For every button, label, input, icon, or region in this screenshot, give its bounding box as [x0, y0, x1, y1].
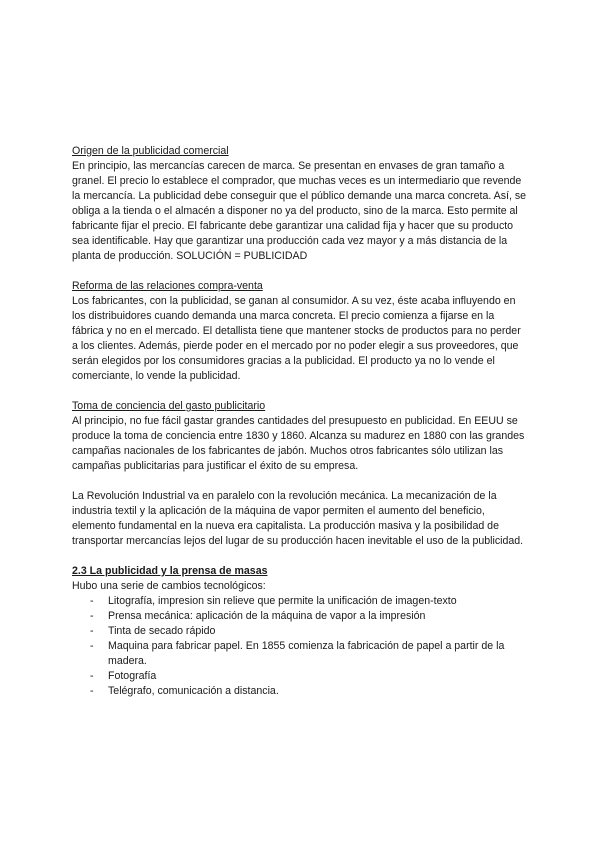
spacer	[72, 549, 528, 564]
list-item: - Fotografía	[72, 669, 528, 684]
paragraph-revolucion-industrial: La Revolución Industrial va en paralelo con la revolución mecánica. La mecanización de la industria textil y la aplicación de la máquina de vapor permiten el aumento del beneficio, elemento fundamental en la nueva era capitalista. La producción masiva y la posibilidad de transportar mercancías lejos del lugar de su producción hacen inevitable el uso de la publicidad.	[72, 490, 524, 547]
spacer	[72, 264, 528, 279]
list-item: - Prensa mecánica: aplicación de la máquina de vapor a la impresión	[72, 609, 528, 624]
document-page	[72, 144, 528, 699]
spacer	[72, 474, 528, 489]
list-item: - Maquina para fabricar papel. En 1855 comienza la fabricación de papel a partir de la madera.	[72, 639, 528, 669]
paragraph-reforma: Los fabricantes, con la publicidad, se ganan al consumidor. A su vez, éste acaba influyendo en los distribuidores cuando demanda una marca concreta. El precio comienza a fijarse en la fábrica y no en el mercado. El detallista tiene que mantener stocks de productos para no perder a los clientes. Además, pierde poder en el mercado por no poder elegir a sus proveedores, que serán elegidos por los consumidores gracias a la publicidad. El producto ya no lo vende el comerciante, lo vende la publicidad.	[72, 295, 521, 382]
spacer	[72, 384, 528, 399]
heading-reforma: Reforma de las relaciones compra-venta	[72, 280, 263, 292]
list-item: - Litografía, impresion sin relieve que permite la unificación de imagen-texto	[72, 594, 528, 609]
heading-origen: Origen de la publicidad comercial	[72, 145, 229, 157]
paragraph-toma-conciencia: Al principio, no fue fácil gastar grandes cantidades del presupuesto en publicidad. En EEUU se produce la toma de conciencia entre 1830 y 1860. Alcanza su madurez en 1880 con las grandes campañas nacionales de los fabricantes de jabón. Muchos otros fabricantes sólo utilizan las campañas publicitarias para justificar el éxito de su empresa.	[72, 415, 525, 472]
section-title-2-3: 2.3 La publicidad y la prensa de masas	[72, 565, 268, 577]
tech-changes-list	[72, 594, 528, 699]
list-item: - Tinta de secado rápido	[72, 624, 528, 639]
paragraph-origen: En principio, las mercancías carecen de marca. Se presentan en envases de gran tamaño a granel. El precio lo establece el comprador, que muchas veces es un intermediario que revende la mercancía. La publicidad debe conseguir que el público demande una marca concreta. Así, se obliga a la tienda o el almacén a disponer no ya del producto, sino de la marca. Esto permite al fabricante fijar el precio. El fabricante debe garantizar una calidad fija y hacer que su producto sea identificable. Hay que garantizar una producción cada vez mayor y a más distancia de la planta de producción. SOLUCIÓN = PUBLICIDAD	[72, 160, 527, 262]
heading-toma-conciencia: Toma de conciencia del gasto publicitario	[72, 400, 266, 412]
section-intro: Hubo una serie de cambios tecnológicos:	[72, 580, 266, 592]
list-item: - Telégrafo, comunicación a distancia.	[72, 684, 528, 699]
